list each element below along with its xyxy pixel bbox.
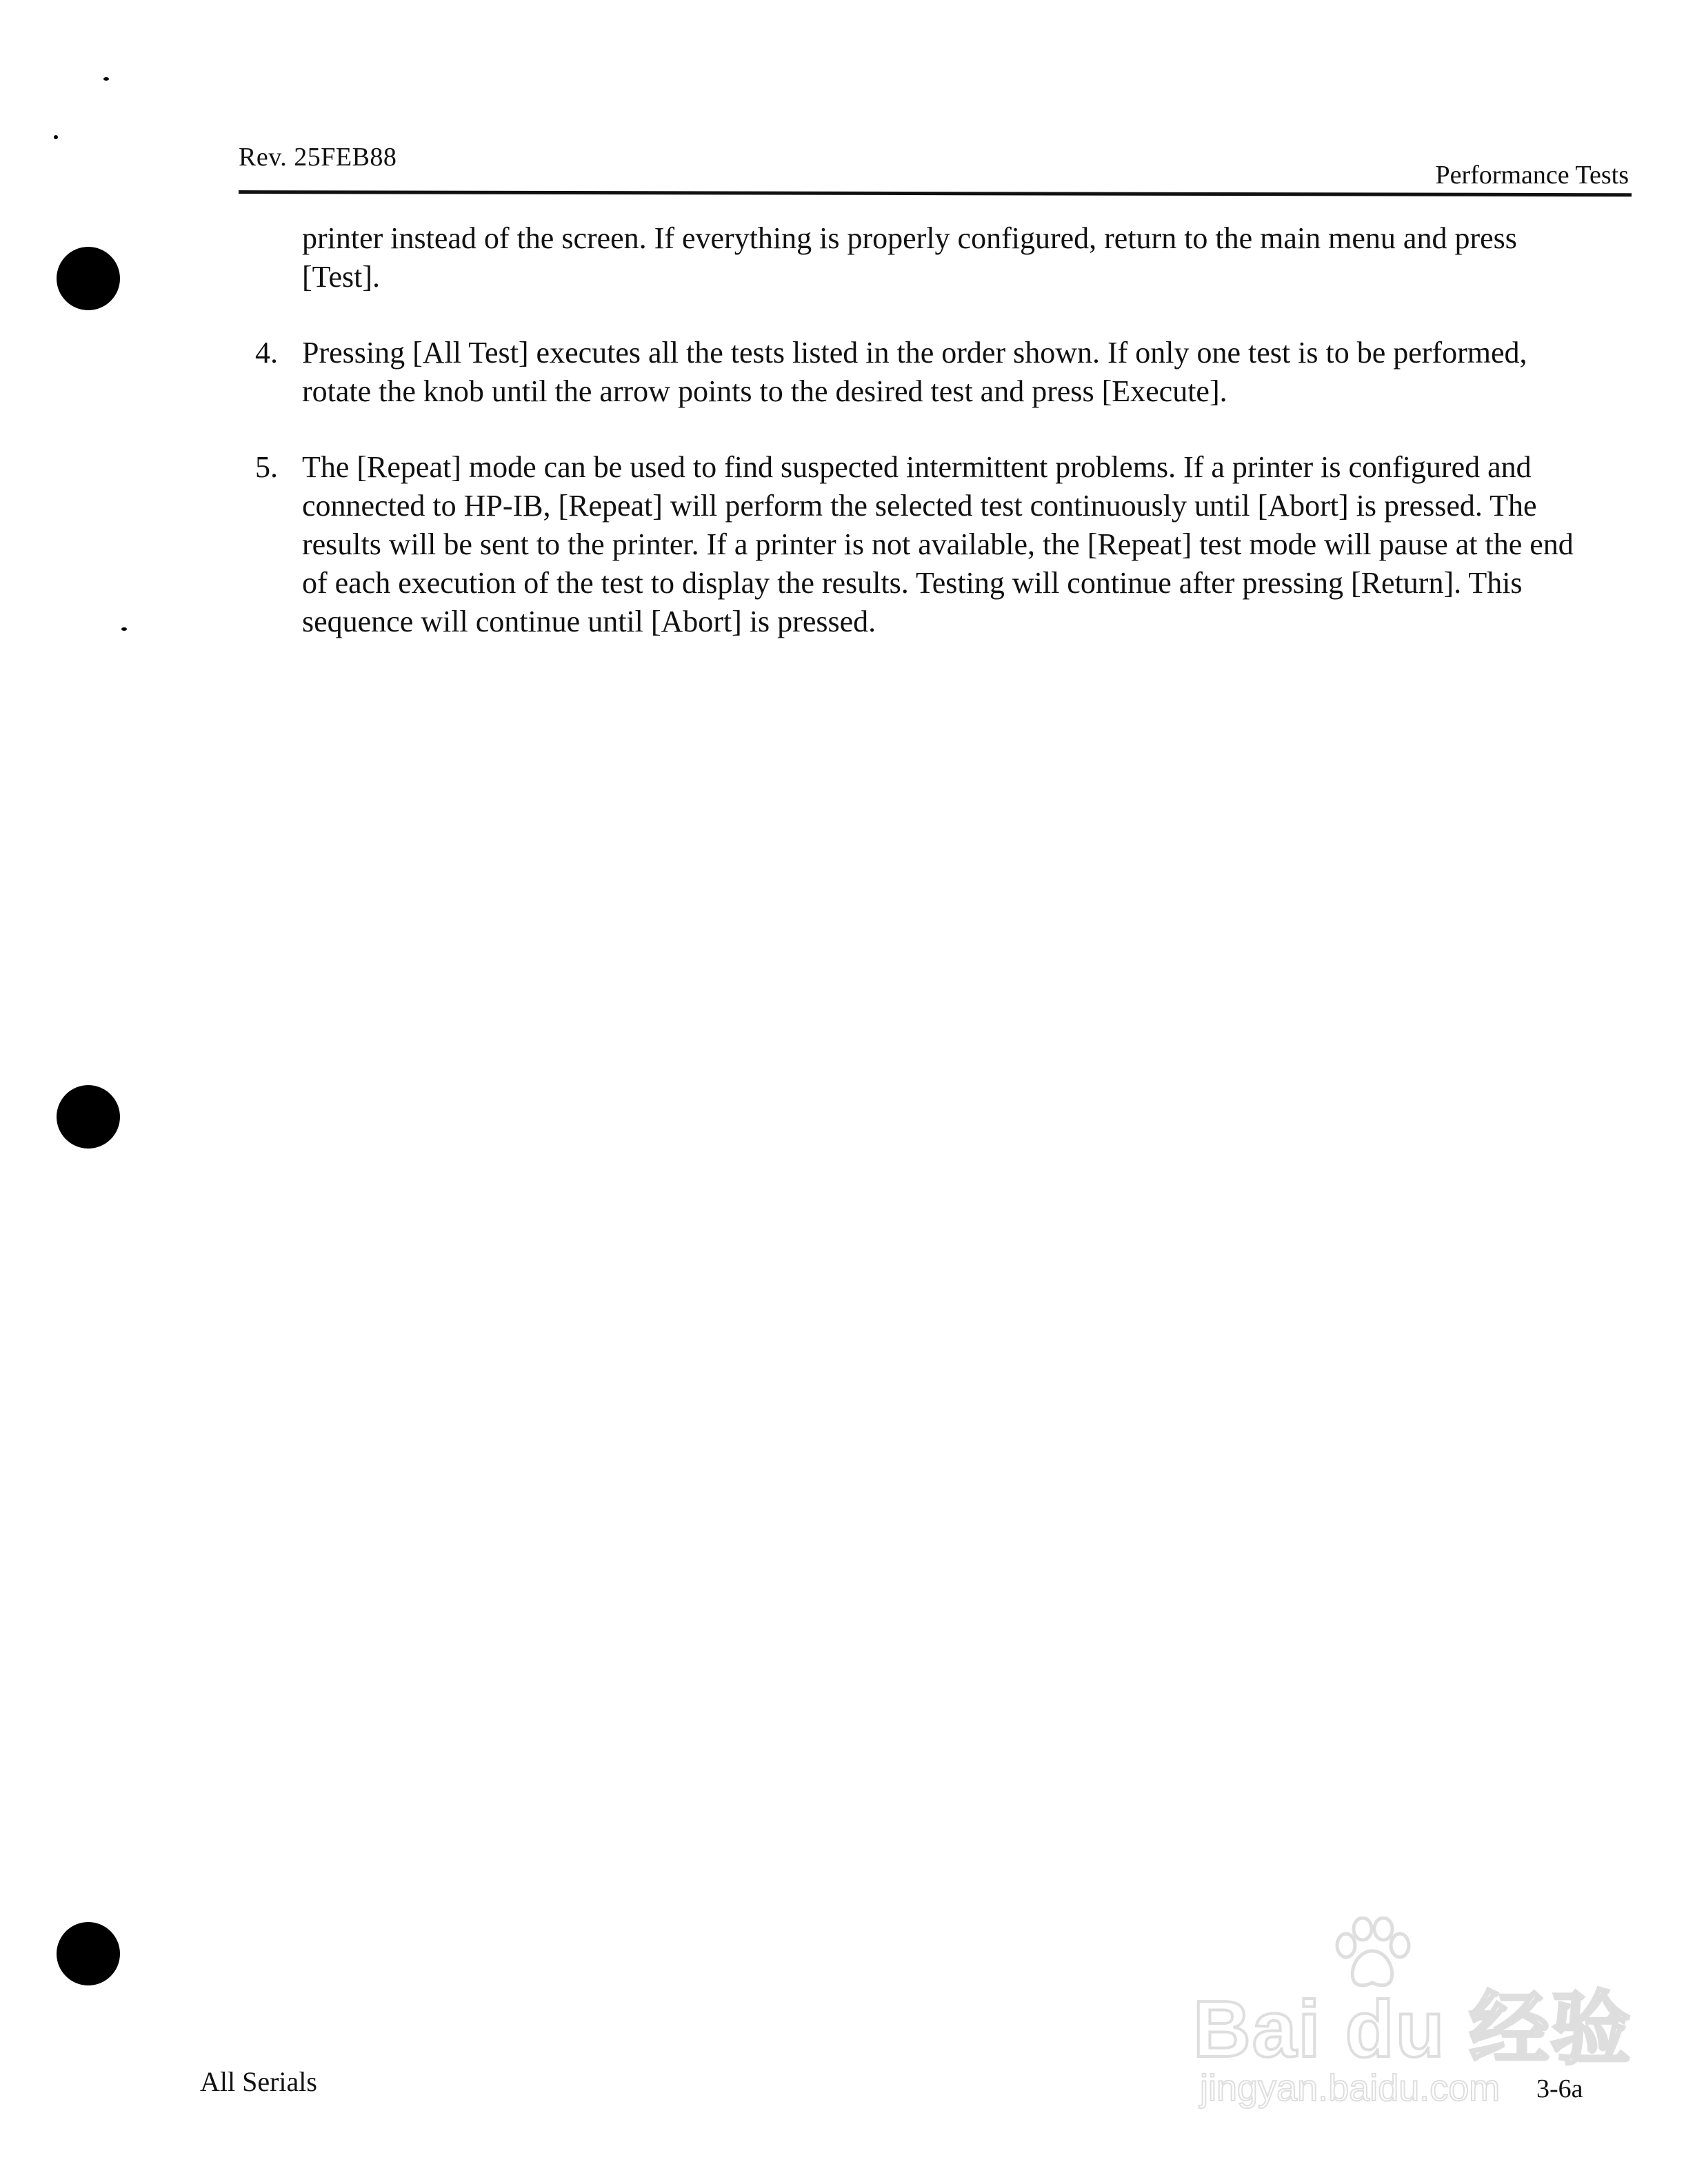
header-rule: [239, 190, 1632, 196]
punch-hole-top: [57, 247, 120, 310]
list-item-text: Pressing [All Test] executes all the tests listed in the order shown. If only one test is to be performed, rotate the knob until the arrow points to the desired test and press [Execute].: [302, 336, 1527, 408]
list-item-number: 5.: [255, 450, 278, 484]
header-section-title: Performance Tests: [1435, 161, 1629, 190]
list-item: [255, 334, 1607, 411]
punch-hole-bottom: [57, 1922, 120, 1985]
list-item: [255, 448, 1607, 641]
watermark-url: jingyan.baidu.com: [1200, 2067, 1501, 2109]
list-item-number: 4.: [255, 336, 278, 370]
scan-speck: [103, 77, 109, 81]
punch-hole-middle: [57, 1085, 120, 1149]
watermark-brand: Bai du 经验: [1193, 1984, 1632, 2074]
list-item-text: The [Repeat] mode can be used to find suspected intermittent problems. If a printer is configured and connected to HP-IB, [Repeat] will perform the selected test continuously until [Abort] is pressed. The results will be sent to the printer. If a printer is not available, the [Repeat] test mode will pause at the end of each execution of the test to display the results. Testing will continue after pressing [Return]. This sequence will continue until [Abort] is pressed.: [302, 450, 1574, 638]
header-revision: Rev. 25FEB88: [239, 143, 397, 172]
scan-speck: [54, 135, 58, 139]
footer-applicability: All Serials: [200, 2066, 317, 2097]
body-content: [255, 219, 1607, 641]
scan-speck: [121, 627, 127, 631]
baidu-watermark: [1193, 1917, 1632, 2123]
footer-page-number: 3-6a: [1536, 2074, 1583, 2103]
continued-paragraph: printer instead of the screen. If everything is properly configured, return to the main menu and press [Test].: [302, 221, 1517, 294]
